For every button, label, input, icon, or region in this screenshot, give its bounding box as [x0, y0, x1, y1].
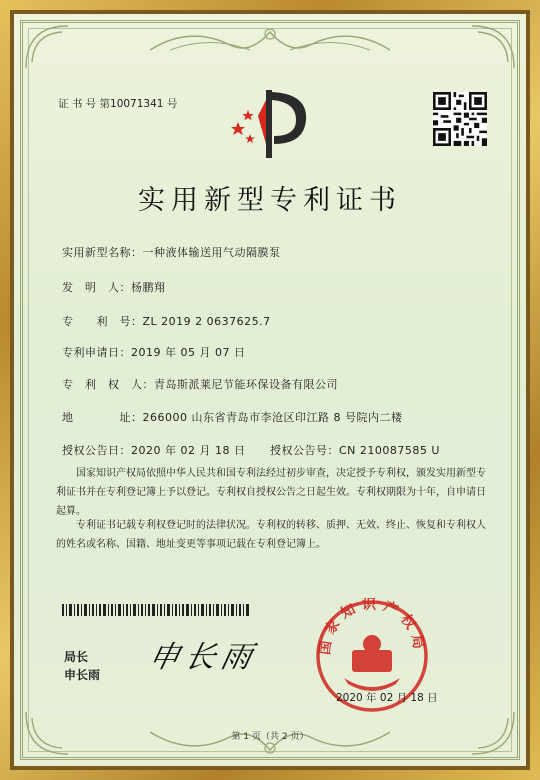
- seal-text: 国家知识产权局: [317, 598, 427, 656]
- paragraph-grant-statement: 国家知识产权局依照中华人民共和国专利法经过初步审查，决定授予专利权，颁发实用新型专利证书并在专利登记簿上予以登记。专利权自授权公告之日起生效。专利权期限为十年，自申请日起算。: [56, 468, 486, 517]
- cert-no-suffix: 号: [166, 98, 178, 110]
- patent-office-logo: [228, 86, 316, 162]
- field-owner-value: 青岛斯派莱尼节能环保设备有限公司: [154, 378, 338, 391]
- field-apply-date-label: 专利申请日：: [62, 346, 131, 359]
- field-grant-no-label: 授权公告号：: [270, 444, 339, 457]
- director-title: 局长: [64, 650, 89, 664]
- field-apply-date: [62, 344, 245, 360]
- corner-ornament-tr: [468, 22, 518, 72]
- field-patent-no-value: ZL 2019 2 0637625.7: [142, 315, 271, 328]
- field-owner: [62, 376, 338, 392]
- cert-no-label: 证 书 号 第: [58, 98, 111, 110]
- field-patent-number: [62, 313, 271, 329]
- certificate-number: [58, 96, 177, 111]
- qr-code: [433, 92, 487, 146]
- bottom-ornament: [150, 722, 390, 762]
- field-name-label: 实用新型名称：: [62, 246, 143, 259]
- field-inventor: [62, 279, 166, 295]
- field-grant-date-label: 授权公告日：: [62, 444, 131, 457]
- field-name-value: 一种液体输送用气动隔膜泵: [142, 246, 281, 259]
- field-grant-number: [270, 442, 440, 458]
- certificate-title: 实用新型专利证书: [138, 185, 402, 216]
- field-address-value: 266000 山东省青岛市李沧区印江路 8 号院内二楼: [142, 411, 403, 424]
- field-inventor-label: 发 明 人：: [62, 281, 131, 294]
- field-inventor-value: 杨鹏翔: [131, 281, 166, 294]
- page-indicator: 第 1 页（共 2 页）: [231, 732, 309, 742]
- cert-no-value: 10071341: [110, 98, 164, 110]
- corner-ornament-tl: [22, 22, 72, 72]
- paragraph-legal-status: 专利证书记载专利权登记时的法律状况。专利权的转移、质押、无效、终止、恢复和专利权人的姓名或名称、国籍、地址变更等事项记载在专利登记簿上。: [56, 520, 486, 550]
- director-name: 申长雨: [64, 668, 101, 682]
- field-grant-date: [62, 442, 245, 458]
- issue-date: 2020 年 02 月 18 日: [336, 692, 438, 704]
- field-name: [62, 244, 281, 260]
- field-patent-no-label: 专 利 号：: [62, 315, 143, 328]
- field-address: [62, 409, 402, 425]
- field-apply-date-value: 2019 年 05 月 07 日: [131, 346, 246, 359]
- field-owner-label: 专 利 权 人：: [62, 378, 154, 391]
- top-ornament: [150, 20, 390, 60]
- field-address-label: 地 址：: [62, 411, 143, 424]
- barcode: [62, 604, 252, 616]
- field-grant-no-value: CN 210087585 U: [339, 444, 440, 457]
- director-signature: 申长雨: [145, 640, 261, 675]
- field-grant-date-value: 2020 年 02 月 18 日: [131, 444, 246, 457]
